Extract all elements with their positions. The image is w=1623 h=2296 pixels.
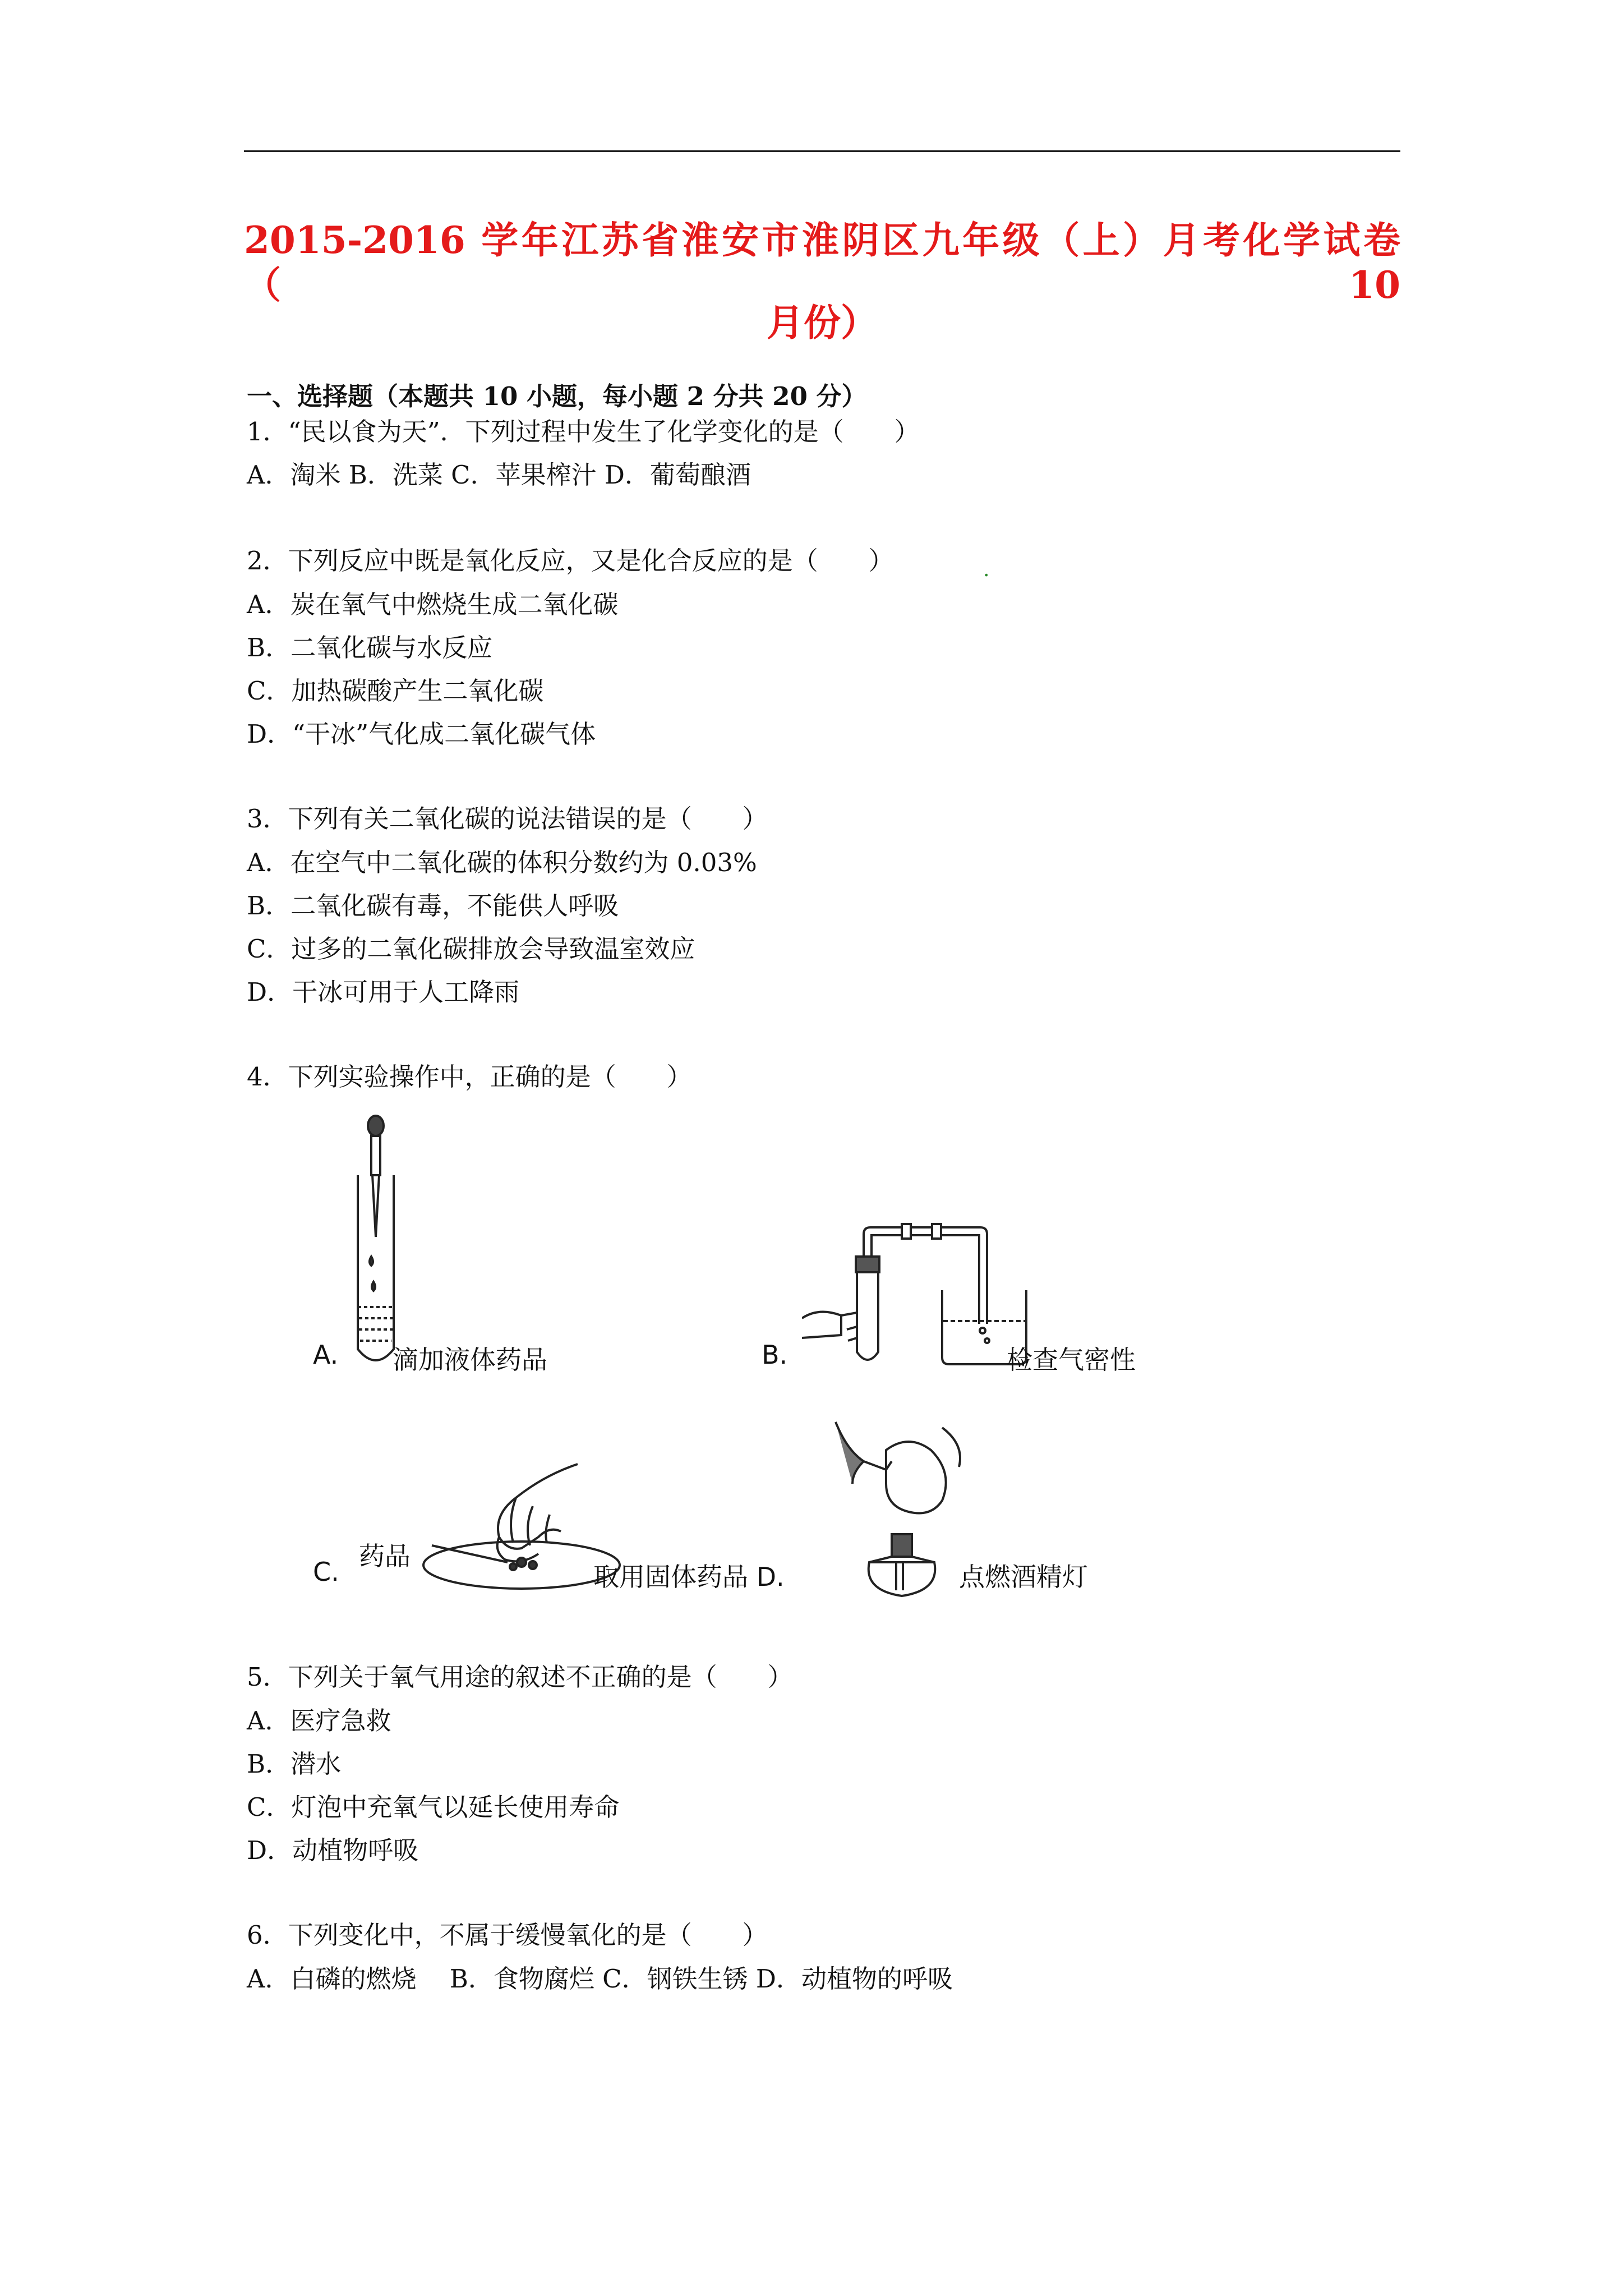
figure-b-letter: B. <box>762 1340 788 1370</box>
question-5-option-c: C．灯泡中充氧气以延长使用寿命 <box>247 1792 620 1822</box>
question-6-stem: 6．下列变化中，不属于缓慢氧化的是（ ） <box>247 1920 768 1950</box>
question-2-stem: 2．下列反应中既是氧化反应，又是化合反应的是（ ） <box>247 546 894 576</box>
figure-c-reagent-label: 药品 <box>359 1541 411 1571</box>
question-2-option-b: B．二氧化碳与水反应 <box>247 633 493 662</box>
question-5-stem: 5．下列关于氧气用途的叙述不正确的是（ ） <box>247 1662 793 1692</box>
question-1-options: A．淘米 B．洗菜 C．苹果榨汁 D．葡萄酿酒 <box>247 460 751 490</box>
page-title-line-1: 2015-2016 学年江苏省淮安市淮阴区九年级（上）月考化学试卷（10 <box>244 218 1400 307</box>
question-2-option-d: D．“干冰”气化成二氧化碳气体 <box>247 719 596 749</box>
figure-a-letter: A. <box>313 1340 339 1370</box>
figure-c-letter: C. <box>313 1557 339 1587</box>
section-heading: 一、选择题（本题共 10 小题，每小题 2 分共 20 分） <box>247 381 867 411</box>
question-5-option-b: B．潜水 <box>247 1749 342 1779</box>
figure-c-caption: 取用固体药品 D. <box>593 1562 785 1592</box>
question-3-option-c: C．过多的二氧化碳排放会导致温室效应 <box>247 934 695 964</box>
figure-b-airtightness-check <box>802 1223 1038 1369</box>
question-2-option-a: A．炭在氧气中燃烧生成二氧化碳 <box>247 590 619 619</box>
figure-b-caption: 检查气密性 <box>1007 1345 1136 1375</box>
question-3-option-d: D．干冰可用于人工降雨 <box>247 977 520 1007</box>
stray-dot: . <box>983 558 990 581</box>
question-2-option-c: C．加热碳酸产生二氧化碳 <box>247 676 544 706</box>
page-title-line-2: 月份） <box>767 301 878 344</box>
question-5-option-d: D．动植物呼吸 <box>247 1835 419 1865</box>
figure-d-caption: 点燃酒精灯 <box>959 1562 1088 1592</box>
question-4-stem: 4．下列实验操作中，正确的是（ ） <box>247 1062 692 1092</box>
question-3-option-a: A．在空气中二氧化碳的体积分数约为 0.03% <box>247 848 757 877</box>
figure-a-caption: 滴加液体药品 <box>393 1345 547 1375</box>
figure-a-dropper-test-tube <box>336 1114 398 1377</box>
question-6-options: A．白磷的燃烧 B．食物腐烂 C．钢铁生锈 D．动植物的呼吸 <box>247 1964 953 1994</box>
question-1-stem: 1．“民以食为天”．下列过程中发生了化学变化的是（ ） <box>247 417 920 447</box>
question-5-option-a: A．医疗急救 <box>247 1706 391 1736</box>
question-3-option-b: B．二氧化碳有毒，不能供人呼吸 <box>247 891 619 921</box>
question-3-stem: 3．下列有关二氧化碳的说法错误的是（ ） <box>247 804 768 834</box>
header-rule <box>244 150 1400 152</box>
